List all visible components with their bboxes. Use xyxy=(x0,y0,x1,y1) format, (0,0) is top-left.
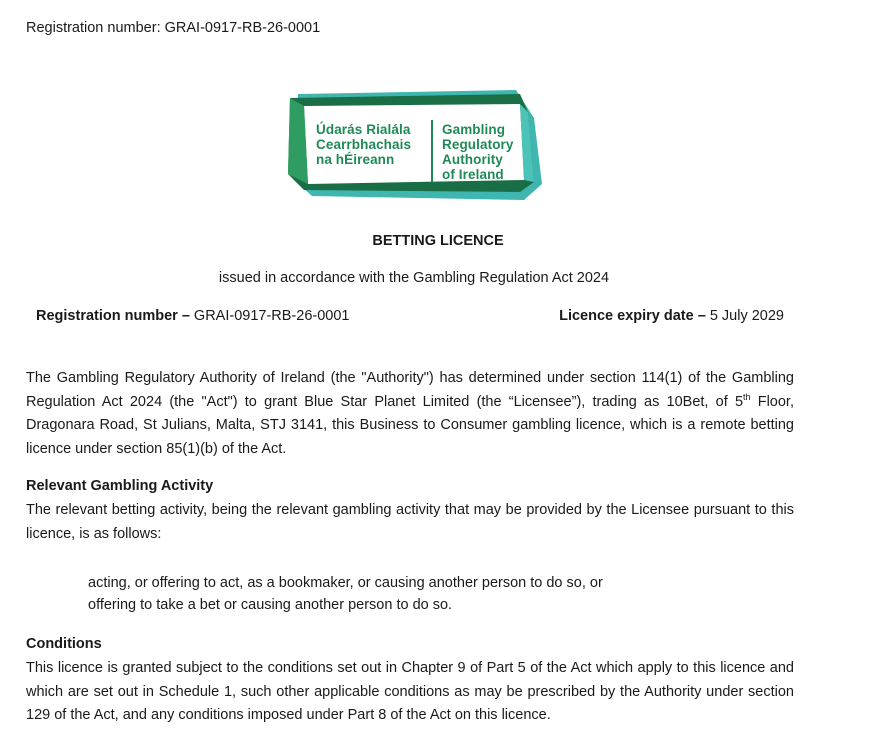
logo-english-name xyxy=(442,122,514,182)
header-registration-number: Registration number: GRAI-0917-RB-26-0001 xyxy=(26,20,321,36)
authority-logo xyxy=(284,88,548,202)
logo-english-line: Regulatory xyxy=(442,137,514,152)
intro-superscript: th xyxy=(743,391,751,402)
licence-expiry-row xyxy=(559,308,784,324)
logo-irish-name xyxy=(316,122,411,167)
logo-irish-line: Cearrbhachais xyxy=(316,137,412,152)
activity-list-item: offering to take a bet or causing another person to do so. xyxy=(88,596,453,613)
logo-english-line: of Ireland xyxy=(442,167,504,182)
activity-heading: Relevant Gambling Activity xyxy=(26,478,214,494)
logo-irish-line: na hÉireann xyxy=(316,152,395,167)
intro-paragraph xyxy=(26,367,794,461)
document-title: BETTING LICENCE xyxy=(372,233,504,249)
registration-value: GRAI-0917-RB-26-0001 xyxy=(189,308,350,324)
expiry-value: 5 July 2029 xyxy=(705,308,784,324)
conditions-heading: Conditions xyxy=(26,636,102,652)
document-subtitle: issued in accordance with the Gambling Regulation Act 2024 xyxy=(218,270,610,286)
activity-list-item: acting, or offering to act, as a bookmaker, or causing another person to do so, or xyxy=(88,575,603,591)
activity-list xyxy=(88,573,603,616)
activity-paragraph: The relevant betting activity, being the relevant gambling activity that may be provided by the Licensee pursuant to this licence, is as follows: xyxy=(26,502,794,542)
expiry-label: Licence expiry date – xyxy=(559,308,706,324)
registration-label: Registration number – xyxy=(36,308,190,324)
logo-irish-line: Údarás Rialála xyxy=(316,122,411,137)
conditions-paragraph: This licence is granted subject to the conditions set out in Chapter 9 of Part 5 of the Act which apply to this licence and which are set out in Schedule 1, such other applicable conditions as may be prescribed by the Authority under section 129 of the Act, and any conditions imposed under Part 8 of the Act on this licence. xyxy=(26,660,794,723)
logo-divider xyxy=(431,120,433,182)
registration-number-row xyxy=(36,308,349,324)
logo-english-line: Authority xyxy=(442,152,503,167)
intro-text-part1: The Gambling Regulatory Authority of Ireland (the "Authority") has determined under section 114(1) of the Gambling Regulation Act 2024 (the "Act") to grant Blue Star Planet Limited (the “Licensee”), trading as 10Bet, of 5 xyxy=(26,370,794,410)
intro-text-part2: Floor, Dragonara Road, St Julians, Malta, STJ 3141, this Business to Consumer gambling licence, which is a remote betting licence under section 85(1)(b) of the Act. xyxy=(26,393,794,457)
logo-english-line: Gambling xyxy=(442,122,506,137)
